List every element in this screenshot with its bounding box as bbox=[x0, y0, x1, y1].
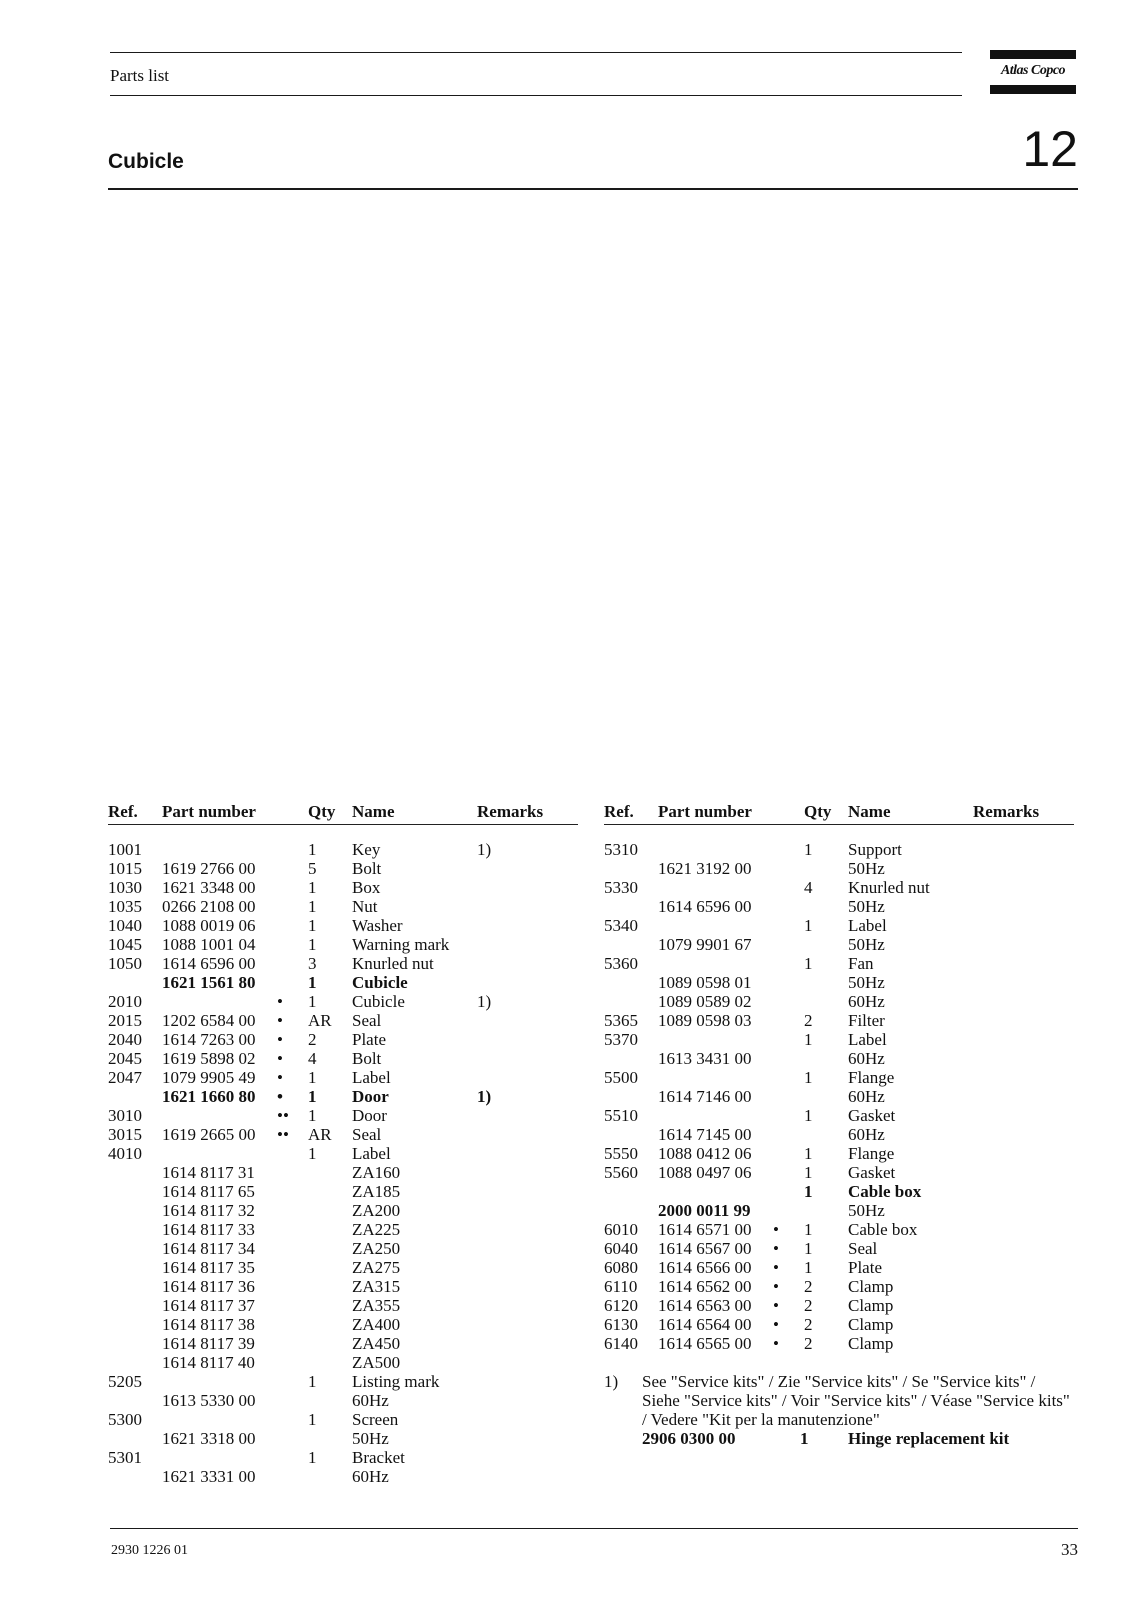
table-row bbox=[604, 1182, 1074, 1201]
ref-cell: 5370 bbox=[604, 1030, 638, 1049]
qty-cell: 1 bbox=[308, 973, 317, 992]
header-title: Parts list bbox=[110, 66, 170, 85]
name-cell: Cubicle bbox=[352, 992, 405, 1011]
qty-cell: 1 bbox=[804, 1068, 813, 1087]
part-number-cell: 2000 0011 99 bbox=[658, 1201, 751, 1220]
part-number-cell: 1614 6596 00 bbox=[162, 954, 256, 973]
part-number-cell: 1613 5330 00 bbox=[162, 1391, 256, 1410]
table-row bbox=[604, 1163, 1074, 1182]
table-row bbox=[108, 992, 578, 1011]
table-row bbox=[108, 1163, 578, 1182]
table-row bbox=[108, 1277, 578, 1296]
ref-cell: 6040 bbox=[604, 1239, 638, 1258]
header-ref: Ref. bbox=[604, 802, 634, 821]
part-number-cell: 1089 0589 02 bbox=[658, 992, 752, 1011]
logo-text: Atlas Copco bbox=[1000, 63, 1066, 78]
qty-cell: 1 bbox=[308, 897, 317, 916]
qty-cell: 1 bbox=[804, 1030, 813, 1049]
name-cell: ZA160 bbox=[352, 1163, 401, 1182]
table-row bbox=[108, 1258, 578, 1277]
table-row bbox=[108, 1182, 578, 1201]
table-rows bbox=[108, 840, 578, 1486]
table-row bbox=[108, 1106, 578, 1125]
kit-row bbox=[642, 1429, 1074, 1448]
name-cell: Seal bbox=[352, 1125, 382, 1144]
name-cell: ZA450 bbox=[352, 1334, 401, 1353]
section-rule bbox=[108, 188, 1078, 190]
page-number: 33 bbox=[1061, 1540, 1078, 1559]
name-cell: ZA185 bbox=[352, 1182, 401, 1201]
name-cell: Plate bbox=[352, 1030, 386, 1049]
qty-cell: 1 bbox=[308, 1372, 317, 1391]
part-number-cell: 1614 6562 00 bbox=[658, 1277, 752, 1296]
table-row bbox=[604, 1277, 1074, 1296]
name-cell: Plate bbox=[848, 1258, 882, 1277]
qty-cell: 4 bbox=[804, 878, 813, 897]
ref-cell: 5500 bbox=[604, 1068, 638, 1087]
ref-cell: 6110 bbox=[604, 1277, 638, 1296]
qty-cell: 1 bbox=[308, 992, 317, 1011]
qty-cell: 1 bbox=[804, 1106, 813, 1125]
header-part-number: Part number bbox=[162, 802, 256, 821]
table-row bbox=[108, 859, 578, 878]
name-cell: Filter bbox=[848, 1011, 885, 1030]
table-row bbox=[108, 1144, 578, 1163]
table-row bbox=[604, 1087, 1074, 1106]
name-cell: ZA275 bbox=[352, 1258, 401, 1277]
name-cell: Label bbox=[848, 916, 887, 935]
part-number-cell: 1614 8117 39 bbox=[162, 1334, 255, 1353]
atlas-copco-logo bbox=[990, 50, 1076, 94]
table-row bbox=[604, 878, 1074, 897]
name-cell: Cable box bbox=[848, 1220, 918, 1239]
table-row bbox=[108, 1448, 578, 1467]
part-number-cell: 1614 7145 00 bbox=[658, 1125, 752, 1144]
part-number-cell: 1614 6596 00 bbox=[658, 897, 752, 916]
part-number-cell: 1614 8117 65 bbox=[162, 1182, 255, 1201]
qty-cell: 1 bbox=[308, 1144, 317, 1163]
qty-cell: 2 bbox=[804, 1011, 813, 1030]
qty-cell: 2 bbox=[804, 1277, 813, 1296]
name-cell: Cable box bbox=[848, 1182, 922, 1201]
header-remarks: Remarks bbox=[973, 802, 1040, 821]
table-row bbox=[604, 1068, 1074, 1087]
table-row bbox=[108, 1068, 578, 1087]
ref-cell: 6120 bbox=[604, 1296, 638, 1315]
parts-table-right bbox=[604, 800, 1074, 1452]
table-header bbox=[604, 800, 1074, 825]
header-remarks: Remarks bbox=[477, 802, 544, 821]
qty-cell: 1 bbox=[308, 1410, 317, 1429]
footer-rule bbox=[110, 1528, 1078, 1529]
name-cell: Seal bbox=[352, 1011, 382, 1030]
name-cell: Warning mark bbox=[352, 935, 450, 954]
name-cell: Box bbox=[352, 878, 381, 897]
table-row bbox=[604, 992, 1074, 1011]
table-row bbox=[604, 1201, 1074, 1220]
part-number-cell: 1614 8117 38 bbox=[162, 1315, 255, 1334]
part-number-cell: 1621 3331 00 bbox=[162, 1467, 256, 1486]
table-row bbox=[108, 1125, 578, 1144]
table-row bbox=[108, 1372, 578, 1391]
ref-cell: 5560 bbox=[604, 1163, 638, 1182]
name-cell: ZA500 bbox=[352, 1353, 401, 1372]
table-row bbox=[108, 1011, 578, 1030]
table-row bbox=[108, 1410, 578, 1429]
kit-marker: • bbox=[277, 1011, 283, 1030]
name-cell: Fan bbox=[848, 954, 874, 973]
ref-cell: 1045 bbox=[108, 935, 142, 954]
parts-table-left bbox=[108, 800, 578, 1486]
ref-cell: 6130 bbox=[604, 1315, 638, 1334]
part-number-cell: 1619 5898 02 bbox=[162, 1049, 256, 1068]
qty-cell: 1 bbox=[308, 1087, 317, 1106]
kit-marker: • bbox=[277, 1068, 283, 1087]
part-number-cell: 1088 0497 06 bbox=[658, 1163, 752, 1182]
table-row bbox=[604, 1144, 1074, 1163]
table-row bbox=[108, 1296, 578, 1315]
name-cell: 60Hz bbox=[352, 1391, 389, 1410]
qty-cell: 1 bbox=[804, 1144, 813, 1163]
qty-cell: 3 bbox=[308, 954, 317, 973]
qty-cell: AR bbox=[308, 1011, 332, 1030]
kit-marker: • bbox=[277, 992, 283, 1011]
kit-marker: • bbox=[773, 1296, 779, 1315]
name-cell: 50Hz bbox=[352, 1429, 389, 1448]
table-row bbox=[604, 916, 1074, 935]
part-number-cell: 1614 7146 00 bbox=[658, 1087, 752, 1106]
table-row bbox=[604, 1030, 1074, 1049]
kit-marker: • bbox=[773, 1239, 779, 1258]
qty-cell: 5 bbox=[308, 859, 317, 878]
name-cell: Label bbox=[352, 1068, 391, 1087]
table-row bbox=[108, 1049, 578, 1068]
kit-qty: 1 bbox=[800, 1429, 809, 1448]
part-number-cell: 1202 6584 00 bbox=[162, 1011, 256, 1030]
part-number-cell: 1621 3348 00 bbox=[162, 878, 256, 897]
table-row bbox=[108, 935, 578, 954]
kit-marker: • bbox=[773, 1277, 779, 1296]
part-number-cell: 1621 3318 00 bbox=[162, 1429, 256, 1448]
part-number-cell: 1614 8117 32 bbox=[162, 1201, 255, 1220]
qty-cell: 1 bbox=[804, 1258, 813, 1277]
part-number-cell: 1088 0019 06 bbox=[162, 916, 256, 935]
ref-cell: 5550 bbox=[604, 1144, 638, 1163]
name-cell: Listing mark bbox=[352, 1372, 440, 1391]
part-number-cell: 1614 6571 00 bbox=[658, 1220, 752, 1239]
part-number-cell: 1614 8117 36 bbox=[162, 1277, 255, 1296]
ref-cell: 5330 bbox=[604, 878, 638, 897]
part-number-cell: 0266 2108 00 bbox=[162, 897, 256, 916]
name-cell: 50Hz bbox=[848, 1201, 885, 1220]
table-row bbox=[108, 1467, 578, 1486]
qty-cell: 1 bbox=[308, 1106, 317, 1125]
name-cell: ZA250 bbox=[352, 1239, 401, 1258]
name-cell: 60Hz bbox=[848, 1087, 885, 1106]
part-number-cell: 1621 3192 00 bbox=[658, 859, 752, 878]
footnote-mark: 1) bbox=[604, 1372, 619, 1391]
table-row bbox=[604, 897, 1074, 916]
ref-cell: 5510 bbox=[604, 1106, 638, 1125]
name-cell: Washer bbox=[352, 916, 403, 935]
qty-cell: 2 bbox=[308, 1030, 317, 1049]
table-row bbox=[604, 1315, 1074, 1334]
kit-marker: • bbox=[773, 1258, 779, 1277]
ref-cell: 5310 bbox=[604, 840, 638, 859]
table-row bbox=[108, 1429, 578, 1448]
part-number-cell: 1614 8117 35 bbox=[162, 1258, 255, 1277]
ref-cell: 5301 bbox=[108, 1448, 142, 1467]
table-row bbox=[604, 840, 1074, 859]
name-cell: Nut bbox=[352, 897, 378, 916]
ref-cell: 6080 bbox=[604, 1258, 638, 1277]
part-number-cell: 1619 2766 00 bbox=[162, 859, 256, 878]
ref-cell: 5360 bbox=[604, 954, 638, 973]
header-bottom-rule bbox=[110, 95, 962, 96]
ref-cell: 5205 bbox=[108, 1372, 142, 1391]
name-cell: 50Hz bbox=[848, 935, 885, 954]
qty-cell: 2 bbox=[804, 1334, 813, 1353]
name-cell: Flange bbox=[848, 1068, 895, 1087]
table-row bbox=[604, 1239, 1074, 1258]
name-cell: Gasket bbox=[848, 1106, 896, 1125]
kit-marker: • bbox=[277, 1049, 283, 1068]
name-cell: 60Hz bbox=[848, 1049, 885, 1068]
table-row bbox=[108, 1239, 578, 1258]
name-cell: Screen bbox=[352, 1410, 399, 1429]
ref-cell: 1050 bbox=[108, 954, 142, 973]
name-cell: Clamp bbox=[848, 1277, 894, 1296]
ref-cell: 3010 bbox=[108, 1106, 142, 1125]
name-cell: Key bbox=[352, 840, 381, 859]
table-row bbox=[604, 1296, 1074, 1315]
kit-marker: • bbox=[773, 1220, 779, 1239]
name-cell: Bolt bbox=[352, 1049, 382, 1068]
kit-marker: •• bbox=[277, 1106, 289, 1125]
qty-cell: 1 bbox=[804, 1163, 813, 1182]
part-number-cell: 1079 9901 67 bbox=[658, 935, 752, 954]
qty-cell: 1 bbox=[804, 954, 813, 973]
name-cell: Door bbox=[352, 1087, 389, 1106]
part-number-cell: 1614 6565 00 bbox=[658, 1334, 752, 1353]
part-number-cell: 1621 1660 80 bbox=[162, 1087, 256, 1106]
table-row bbox=[108, 954, 578, 973]
table-row bbox=[604, 1258, 1074, 1277]
table-row bbox=[108, 1220, 578, 1239]
header-qty: Qty bbox=[804, 802, 832, 821]
name-cell: Clamp bbox=[848, 1334, 894, 1353]
kit-marker: •• bbox=[277, 1125, 289, 1144]
name-cell: 50Hz bbox=[848, 859, 885, 878]
table-row bbox=[108, 1201, 578, 1220]
table-row bbox=[108, 1315, 578, 1334]
part-number-cell: 1619 2665 00 bbox=[162, 1125, 256, 1144]
name-cell: Bolt bbox=[352, 859, 382, 878]
part-number-cell: 1614 7263 00 bbox=[162, 1030, 256, 1049]
table-row bbox=[604, 1220, 1074, 1239]
footnote bbox=[604, 1372, 1074, 1452]
table-row bbox=[604, 1125, 1074, 1144]
table-row bbox=[604, 954, 1074, 973]
table-row bbox=[108, 1087, 578, 1106]
qty-cell: AR bbox=[308, 1125, 332, 1144]
part-number-cell: 1614 8117 31 bbox=[162, 1163, 255, 1182]
kit-name: Hinge replacement kit bbox=[848, 1429, 1010, 1448]
part-number-cell: 1614 8117 34 bbox=[162, 1239, 255, 1258]
table-row bbox=[604, 1106, 1074, 1125]
name-cell: 60Hz bbox=[848, 992, 885, 1011]
header-part-number: Part number bbox=[658, 802, 752, 821]
qty-cell: 2 bbox=[804, 1315, 813, 1334]
ref-cell: 2045 bbox=[108, 1049, 142, 1068]
ref-cell: 2040 bbox=[108, 1030, 142, 1049]
kit-part-number: 2906 0300 00 bbox=[642, 1429, 736, 1448]
part-number-cell: 1614 6567 00 bbox=[658, 1239, 752, 1258]
qty-cell: 2 bbox=[804, 1296, 813, 1315]
name-cell: Knurled nut bbox=[848, 878, 930, 897]
table-row bbox=[108, 840, 578, 859]
part-number-cell: 1613 3431 00 bbox=[658, 1049, 752, 1068]
qty-cell: 1 bbox=[804, 1220, 813, 1239]
ref-cell: 6140 bbox=[604, 1334, 638, 1353]
name-cell: Seal bbox=[848, 1239, 878, 1258]
name-cell: ZA400 bbox=[352, 1315, 401, 1334]
name-cell: ZA200 bbox=[352, 1201, 401, 1220]
ref-cell: 5340 bbox=[604, 916, 638, 935]
table-row bbox=[604, 859, 1074, 878]
qty-cell: 1 bbox=[308, 1448, 317, 1467]
name-cell: ZA315 bbox=[352, 1277, 401, 1296]
table-rows bbox=[604, 840, 1074, 1353]
name-cell: Label bbox=[352, 1144, 391, 1163]
table-row bbox=[108, 1334, 578, 1353]
name-cell: ZA355 bbox=[352, 1296, 401, 1315]
table-row bbox=[108, 1391, 578, 1410]
name-cell: Knurled nut bbox=[352, 954, 434, 973]
qty-cell: 1 bbox=[804, 840, 813, 859]
name-cell: Clamp bbox=[848, 1315, 894, 1334]
part-number-cell: 1079 9905 49 bbox=[162, 1068, 256, 1087]
ref-cell: 6010 bbox=[604, 1220, 638, 1239]
ref-cell: 1035 bbox=[108, 897, 142, 916]
table-row bbox=[604, 1334, 1074, 1353]
table-row bbox=[108, 1353, 578, 1372]
table-row bbox=[108, 1030, 578, 1049]
ref-cell: 1001 bbox=[108, 840, 142, 859]
table-row bbox=[604, 1049, 1074, 1068]
part-number-cell: 1614 8117 40 bbox=[162, 1353, 255, 1372]
ref-cell: 2010 bbox=[108, 992, 142, 1011]
document-number: 2930 1226 01 bbox=[111, 1543, 188, 1558]
kit-marker: • bbox=[773, 1334, 779, 1353]
header-ref: Ref. bbox=[108, 802, 138, 821]
name-cell: Bracket bbox=[352, 1448, 405, 1467]
qty-cell: 1 bbox=[308, 840, 317, 859]
name-cell: Support bbox=[848, 840, 902, 859]
name-cell: 50Hz bbox=[848, 973, 885, 992]
name-cell: 50Hz bbox=[848, 897, 885, 916]
remarks-cell: 1) bbox=[477, 840, 492, 859]
part-number-cell: 1614 8117 37 bbox=[162, 1296, 255, 1315]
header-name: Name bbox=[352, 802, 395, 821]
qty-cell: 1 bbox=[308, 916, 317, 935]
qty-cell: 1 bbox=[308, 1068, 317, 1087]
part-number-cell: 1088 1001 04 bbox=[162, 935, 256, 954]
header-qty: Qty bbox=[308, 802, 336, 821]
part-number-cell: 1614 8117 33 bbox=[162, 1220, 255, 1239]
qty-cell: 1 bbox=[308, 935, 317, 954]
table-row bbox=[108, 973, 578, 992]
name-cell: Flange bbox=[848, 1144, 895, 1163]
part-number-cell: 1614 6566 00 bbox=[658, 1258, 752, 1277]
name-cell: ZA225 bbox=[352, 1220, 401, 1239]
part-number-cell: 1089 0598 01 bbox=[658, 973, 752, 992]
kit-marker: • bbox=[277, 1087, 283, 1106]
part-number-cell: 1088 0412 06 bbox=[658, 1144, 752, 1163]
qty-cell: 1 bbox=[804, 1182, 813, 1201]
qty-cell: 1 bbox=[804, 1239, 813, 1258]
kit-marker: • bbox=[277, 1030, 283, 1049]
ref-cell: 2047 bbox=[108, 1068, 142, 1087]
ref-cell: 1030 bbox=[108, 878, 142, 897]
table-row bbox=[604, 1011, 1074, 1030]
table-row bbox=[604, 973, 1074, 992]
ref-cell: 4010 bbox=[108, 1144, 142, 1163]
name-cell: Cubicle bbox=[352, 973, 408, 992]
name-cell: Clamp bbox=[848, 1296, 894, 1315]
table-row bbox=[108, 916, 578, 935]
table-header bbox=[108, 800, 578, 825]
name-cell: 60Hz bbox=[848, 1125, 885, 1144]
qty-cell: 4 bbox=[308, 1049, 317, 1068]
part-number-cell: 1089 0598 03 bbox=[658, 1011, 752, 1030]
ref-cell: 1015 bbox=[108, 859, 142, 878]
name-cell: 60Hz bbox=[352, 1467, 389, 1486]
ref-cell: 2015 bbox=[108, 1011, 142, 1030]
name-cell: Gasket bbox=[848, 1163, 896, 1182]
name-cell: Door bbox=[352, 1106, 387, 1125]
name-cell: Label bbox=[848, 1030, 887, 1049]
qty-cell: 1 bbox=[308, 878, 317, 897]
section-title: Cubicle bbox=[108, 150, 184, 173]
table-row bbox=[108, 897, 578, 916]
remarks-cell: 1) bbox=[477, 992, 492, 1011]
kit-marker: • bbox=[773, 1315, 779, 1334]
table-row bbox=[108, 878, 578, 897]
table-row bbox=[604, 935, 1074, 954]
ref-cell: 3015 bbox=[108, 1125, 142, 1144]
header-name: Name bbox=[848, 802, 891, 821]
section-number: 12 bbox=[1022, 121, 1078, 177]
ref-cell: 5365 bbox=[604, 1011, 638, 1030]
header-top-rule bbox=[110, 52, 962, 53]
part-number-cell: 1614 6563 00 bbox=[658, 1296, 752, 1315]
ref-cell: 5300 bbox=[108, 1410, 142, 1429]
remarks-cell: 1) bbox=[477, 1087, 492, 1106]
part-number-cell: 1621 1561 80 bbox=[162, 973, 256, 992]
footnote-text: See "Service kits" / Zie "Service kits" / Se "Service kits" / Siehe "Service kits" / Voir "Service kits" / Véase "Service kits" / Vedere "Kit per la manutenzione" bbox=[642, 1372, 1070, 1429]
part-number-cell: 1614 6564 00 bbox=[658, 1315, 752, 1334]
qty-cell: 1 bbox=[804, 916, 813, 935]
ref-cell: 1040 bbox=[108, 916, 142, 935]
